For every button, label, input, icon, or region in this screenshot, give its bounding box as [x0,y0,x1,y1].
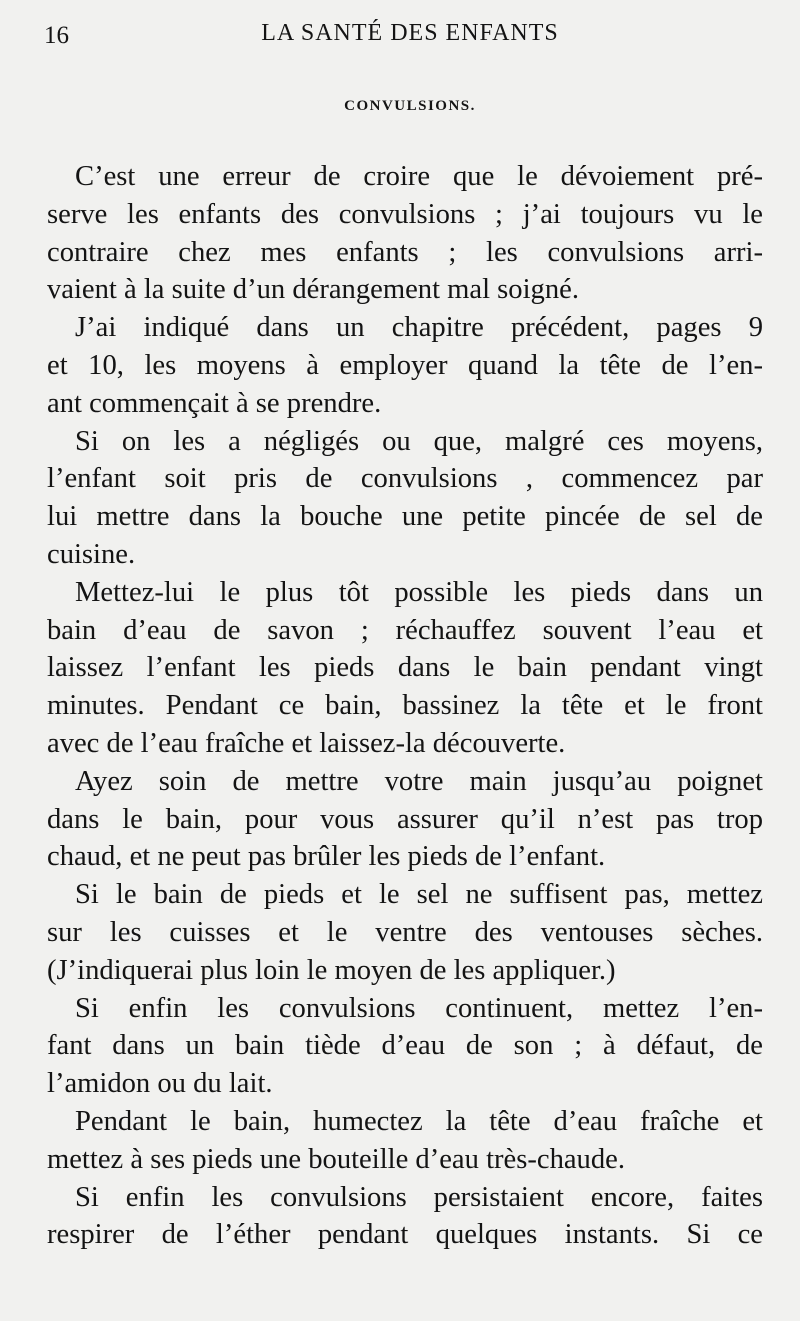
text-line: mettez à ses pieds une bouteille d’eau très-chaude. [47,1143,625,1175]
page-number: 16 [44,22,69,49]
text-line: Si le bain de pieds et le sel ne suffisent pas, mettez [75,879,763,911]
text-line: (J’indiquerai plus loin le moyen de les appliquer.) [47,954,616,986]
text-line: Ayez soin de mettre votre main jusqu’au poignet [75,765,763,797]
running-title: LA SANTÉ DES ENFANTS [261,20,559,46]
text-line: serve les enfants des convulsions ; j’ai toujours vu le [47,198,763,230]
text-line: fant dans un bain tiède d’eau de son ; à défaut, de [47,1030,763,1062]
text-line: l’enfant soit pris de convulsions , commencez par [47,463,763,495]
page-header [0,20,800,60]
text-line: bain d’eau de savon ; réchauffez souvent l’eau et [47,614,763,646]
body-text [47,158,763,1254]
text-line: chaud, et ne peut pas brûler les pieds de l’enfant. [47,841,606,873]
text-line: Si enfin les convulsions continuent, mettez l’en- [75,992,763,1024]
text-line: Si on les a négligés ou que, malgré ces moyens, [75,425,763,457]
text-line: minutes. Pendant ce bain, bassinez la tête et le front [47,690,763,722]
text-line: contraire chez mes enfants ; les convulsions arri- [47,236,763,268]
text-line: J’ai indiqué dans un chapitre précédent, pages 9 [75,312,763,344]
text-line: l’amidon ou du lait. [47,1068,273,1100]
text-line: sur les cuisses et le ventre des ventouses sèches. [47,916,763,948]
text-line: et 10, les moyens à employer quand la tête de l’en- [47,349,763,381]
text-line: C’est une erreur de croire que le dévoiement pré- [75,161,763,192]
text-line: avec de l’eau fraîche et laissez-la découverte. [47,727,566,759]
text-line: cuisine. [47,538,136,570]
text-line: laissez l’enfant les pieds dans le bain pendant vingt [47,652,763,684]
section-title: CONVULSIONS. [344,98,476,114]
text-line: ant commençait à se prendre. [47,387,382,419]
text-line: Mettez-lui le plus tôt possible les pieds dans un [75,576,763,608]
text-line: respirer de l’éther pendant quelques instants. Si ce [47,1219,763,1251]
text-line: dans le bain, pour vous assurer qu’il n’est pas trop [47,803,763,835]
text-line: Pendant le bain, humectez la tête d’eau fraîche et [75,1105,763,1137]
text-line: Si enfin les convulsions persistaient encore, faites [75,1181,763,1213]
text-line: lui mettre dans la bouche une petite pincée de sel de [47,501,763,533]
text-line: vaient à la suite d’un dérangement mal soigné. [47,274,579,306]
